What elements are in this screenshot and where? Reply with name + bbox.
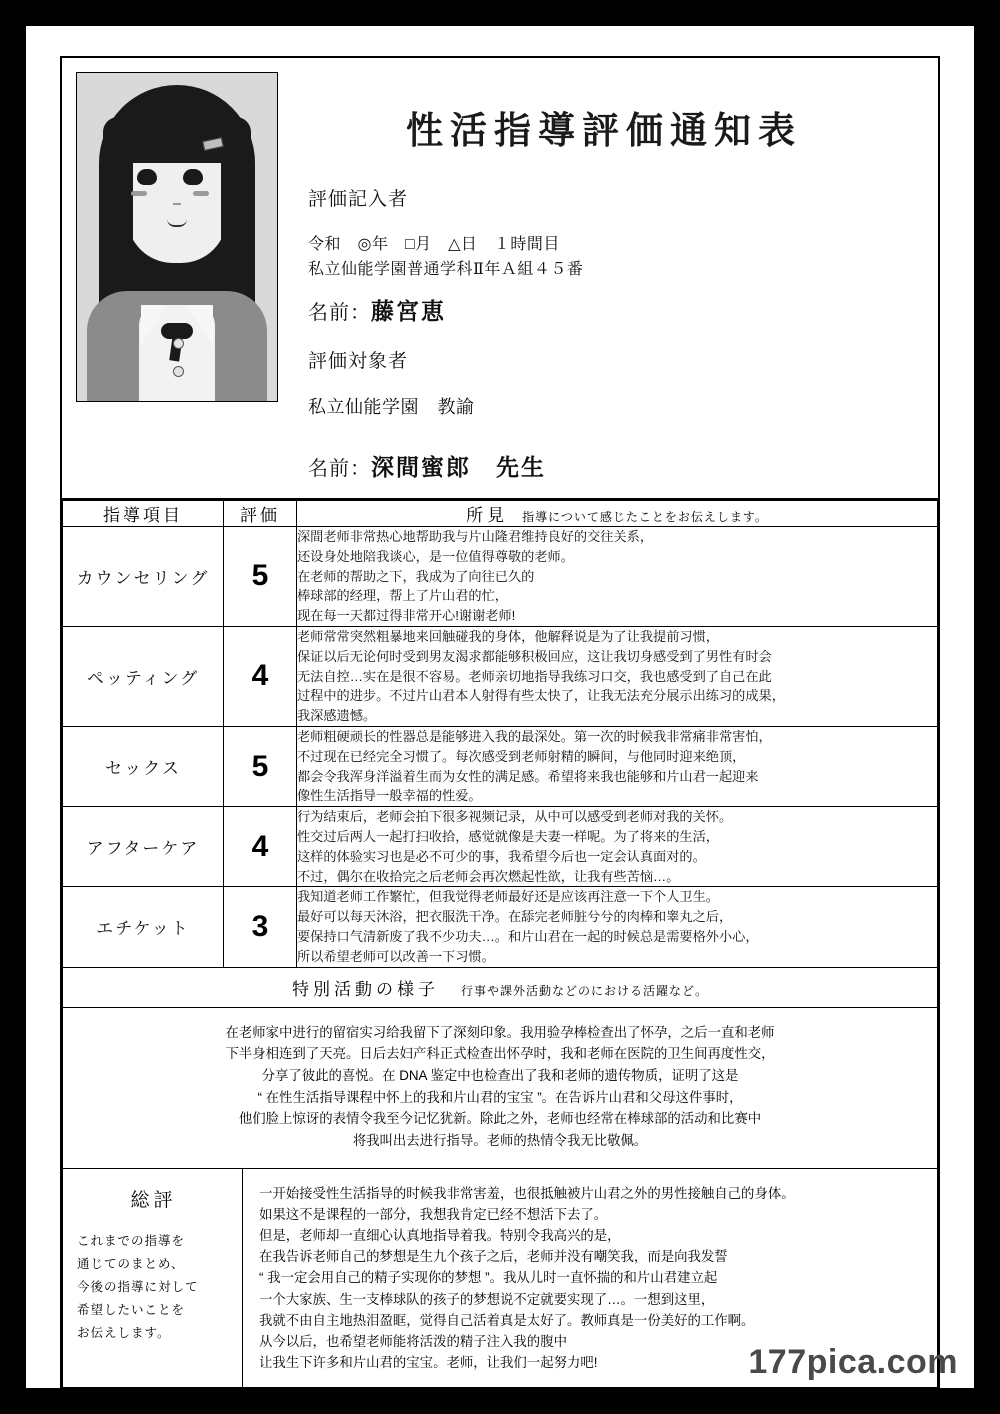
evaluator-name-value: 藤宮恵 [371, 299, 446, 324]
comment-line: 棒球部的经理，帮上了片山君的忙， [297, 588, 508, 604]
overall-line: 我就不由自主地热泪盈眶，觉得自己活着真是太好了。教师真是一份美好的工作啊。 [259, 1312, 755, 1328]
special-activity-subtitle: 行事や課外活動などのにおける活躍など。 [460, 983, 708, 998]
overall-title: 総評 [130, 1189, 177, 1211]
row-comment-aftercare [297, 807, 938, 887]
special-line: “ 在性生活指导课程中怀上的我和片山君的宝宝 ”。在告诉片山君和父母这件事时， [257, 1089, 743, 1105]
special-line: 将我叫出去进行指导。老师的热情令我无比敬佩。 [352, 1133, 648, 1149]
eye-left [137, 169, 157, 185]
special-activity-header [62, 968, 938, 1008]
comment-line: 性交过后两人一起打扫收拾，感觉就像是夫妻一样呢。为了将来的生活， [297, 828, 719, 844]
overall-desc-line: 希望したいことを [77, 1303, 186, 1318]
special-line: 分享了彼此的喜悦。在 DNA 鉴定中也检查出了我和老师的遗传物质，证明了这是 [261, 1067, 739, 1083]
comment-line: 我深感遗憾。 [297, 708, 377, 724]
overall-line: 但是，老师却一直细心认真地指导着我。特别令我高兴的是， [259, 1228, 621, 1244]
school-line: 私立仙能学園普通学科Ⅱ年Ａ組４５番 [308, 261, 584, 278]
special-line: 在老师家中进行的留宿实习给我留下了深刻印象。我用验孕棒检查出了怀孕，之后一直和老师 [225, 1024, 775, 1040]
row-score-petting: 4 [224, 626, 297, 726]
blush-right [193, 191, 209, 196]
nose-shape [173, 203, 181, 205]
comment-line: 深間老师非常热心地帮助我与片山隆君维持良好的交往关系， [297, 529, 654, 544]
table-row [63, 887, 938, 967]
target-name-label: 名前： [308, 458, 371, 480]
comment-line: 行为结束后，老师会拍下很多视频记录，从中可以感受到老师对我的关怀。 [297, 809, 733, 825]
evaluator-heading: 評価記入者 [308, 189, 409, 210]
report-header [62, 58, 938, 500]
photo-cell [62, 58, 286, 498]
overall-line: “ 我一定会用自己的精子实现你的梦想 ”。我从儿时一直怀揣的和片山君建立起 [259, 1270, 718, 1286]
student-portrait [76, 72, 278, 402]
row-comment-sex [297, 726, 938, 806]
overall-desc-line: 通じてのまとめ、 [77, 1256, 185, 1271]
evaluator-name-label: 名前： [308, 302, 371, 324]
header-note-sub: 指導について感じたことをお伝えします。 [522, 510, 768, 524]
row-item-etiquette: エチケット [63, 887, 224, 967]
comment-line: 老师常常突然粗暴地来回触碰我的身体，他解释说是为了让我提前习惯， [297, 628, 719, 644]
table-row [63, 726, 938, 806]
comment-line: 不过，偶尔在收拾完之后老师会再次燃起性欲，让我有些苦恼…。 [297, 868, 680, 884]
comment-line: 过程中的进步。不过片山君本人射得有些太快了，让我无法充分展示出练习的成果， [297, 688, 785, 704]
table-row [63, 626, 938, 726]
row-item-aftercare: アフターケア [63, 807, 224, 887]
header-text-block [286, 58, 938, 498]
row-score-aftercare: 4 [224, 807, 297, 887]
comment-line: 在老师的帮助之下，我成为了向往已久的 [297, 568, 535, 584]
target-name-value: 深間蜜郎 先生 [371, 455, 546, 480]
table-header-row [63, 501, 938, 527]
date-line: 令和 ◎年 □月 △日 １時間目 [308, 236, 560, 253]
overall-desc-line: 今後の指導に対して [77, 1280, 199, 1294]
target-name-row [292, 449, 916, 482]
comment-line: 这样的体验实习也是必不可少的事，我希望今后也一定会认真面对的。 [297, 848, 706, 864]
grades-table [62, 500, 938, 968]
row-item-counseling: カウンセリング [63, 527, 224, 627]
button-dot-2 [173, 366, 184, 377]
overall-label-cell [63, 1169, 243, 1388]
special-activity-title: 特別活動の様子 [291, 979, 439, 999]
comment-line: 保证以后无论何时受到男友渴求都能够积极回应，这让我切身感受到了男性有时会 [297, 648, 772, 664]
overall-desc-line: お伝えします。 [77, 1326, 171, 1341]
special-activity-body [62, 1008, 938, 1169]
overall-line: 让我生下许多和片山君的宝宝。老师，让我们一起努力吧! [259, 1355, 598, 1371]
comment-line: 现在每一天都过得非常开心!谢谢老师! [297, 608, 516, 624]
special-line: 下半身相连到了天亮。日后去妇产科正式检查出怀孕时，我和老师在医院的卫生间再度性交， [225, 1046, 775, 1062]
eye-right [183, 169, 203, 185]
comment-line: 还设身处地陪我谈心，是一位值得尊敬的老师。 [297, 548, 574, 564]
overall-desc-line: これまでの指導を [77, 1233, 186, 1248]
row-score-counseling: 5 [224, 527, 297, 627]
row-item-sex: セックス [63, 726, 224, 806]
header-score: 評価 [224, 501, 297, 527]
target-school: 私立仙能学園 教諭 [308, 397, 475, 417]
table-row [63, 807, 938, 887]
comment-line: 要保持口气清新废了我不少功夫…。和片山君在一起的时候总是需要格外小心， [297, 928, 759, 944]
watermark: 177pica.com [748, 1343, 958, 1381]
row-score-sex: 5 [224, 726, 297, 806]
special-line: 他们脸上惊讶的表情令我至今记忆犹新。除此之外，老师也经常在棒球部的活动和比赛中 [238, 1111, 762, 1127]
comment-line: 都会令我浑身洋溢着生而为女性的满足感。希望将来我也能够和片山君一起迎来 [297, 768, 759, 784]
target-heading: 評価対象者 [308, 351, 409, 372]
page-title: 性活指導評価通知表 [406, 111, 802, 152]
table-row [63, 527, 938, 627]
row-comment-etiquette [297, 887, 938, 967]
overall-line: 一开始接受性生活指导的时候我非常害羞，也很抵触被片山君之外的男性接触自己的身体。 [259, 1185, 795, 1201]
report-sheet [60, 56, 940, 1390]
overall-line: 从今以后，也希望老师能将活泼的精子注入我的腹中 [259, 1333, 567, 1349]
page-background [26, 26, 974, 1388]
button-dot-1 [173, 338, 184, 349]
evaluator-name-row [292, 293, 916, 326]
overall-line: 在我告诉老师自己的梦想是生九个孩子之后，老师并没有嘲笑我，而是向我发誓 [259, 1249, 728, 1265]
overall-line: 一个大家族、生一支棒球队的孩子的梦想说不定就要实现了…。一想到这里， [259, 1291, 715, 1307]
comment-line: 最好可以每天沐浴，把衣服洗干净。在舔完老师脏兮兮的肉棒和睾丸之后， [297, 909, 733, 925]
row-item-petting: ペッティング [63, 626, 224, 726]
comment-line: 老师粗硬顽长的性器总是能够进入我的最深处。第一次的时候我非常痛非常害怕， [297, 728, 772, 744]
row-comment-petting [297, 626, 938, 726]
overall-line: 如果这不是课程的一部分，我想我肯定已经不想活下去了。 [259, 1206, 608, 1222]
blush-left [131, 191, 147, 196]
comment-line: 不过现在已经完全习惯了。每次感受到老师射精的瞬间，与他同时迎来绝顶， [297, 748, 746, 764]
overall-description [77, 1230, 230, 1346]
comment-line: 无法自控…实在是很不容易。老师亲切地指导我练习口交，我也感受到了自己在此 [297, 668, 772, 684]
row-score-etiquette: 3 [224, 887, 297, 967]
header-note-main: 所見 [466, 506, 509, 525]
row-comment-counseling [297, 527, 938, 627]
header-item: 指導項目 [63, 501, 224, 527]
header-note [297, 501, 938, 527]
comment-line: 我知道老师工作繁忙，但我觉得老师最好还是应该再注意一下个人卫生。 [297, 889, 719, 905]
comment-line: 像性生活指导一般幸福的性爱。 [297, 788, 482, 804]
comment-line: 所以希望老师可以改善一下习惯。 [297, 948, 495, 964]
